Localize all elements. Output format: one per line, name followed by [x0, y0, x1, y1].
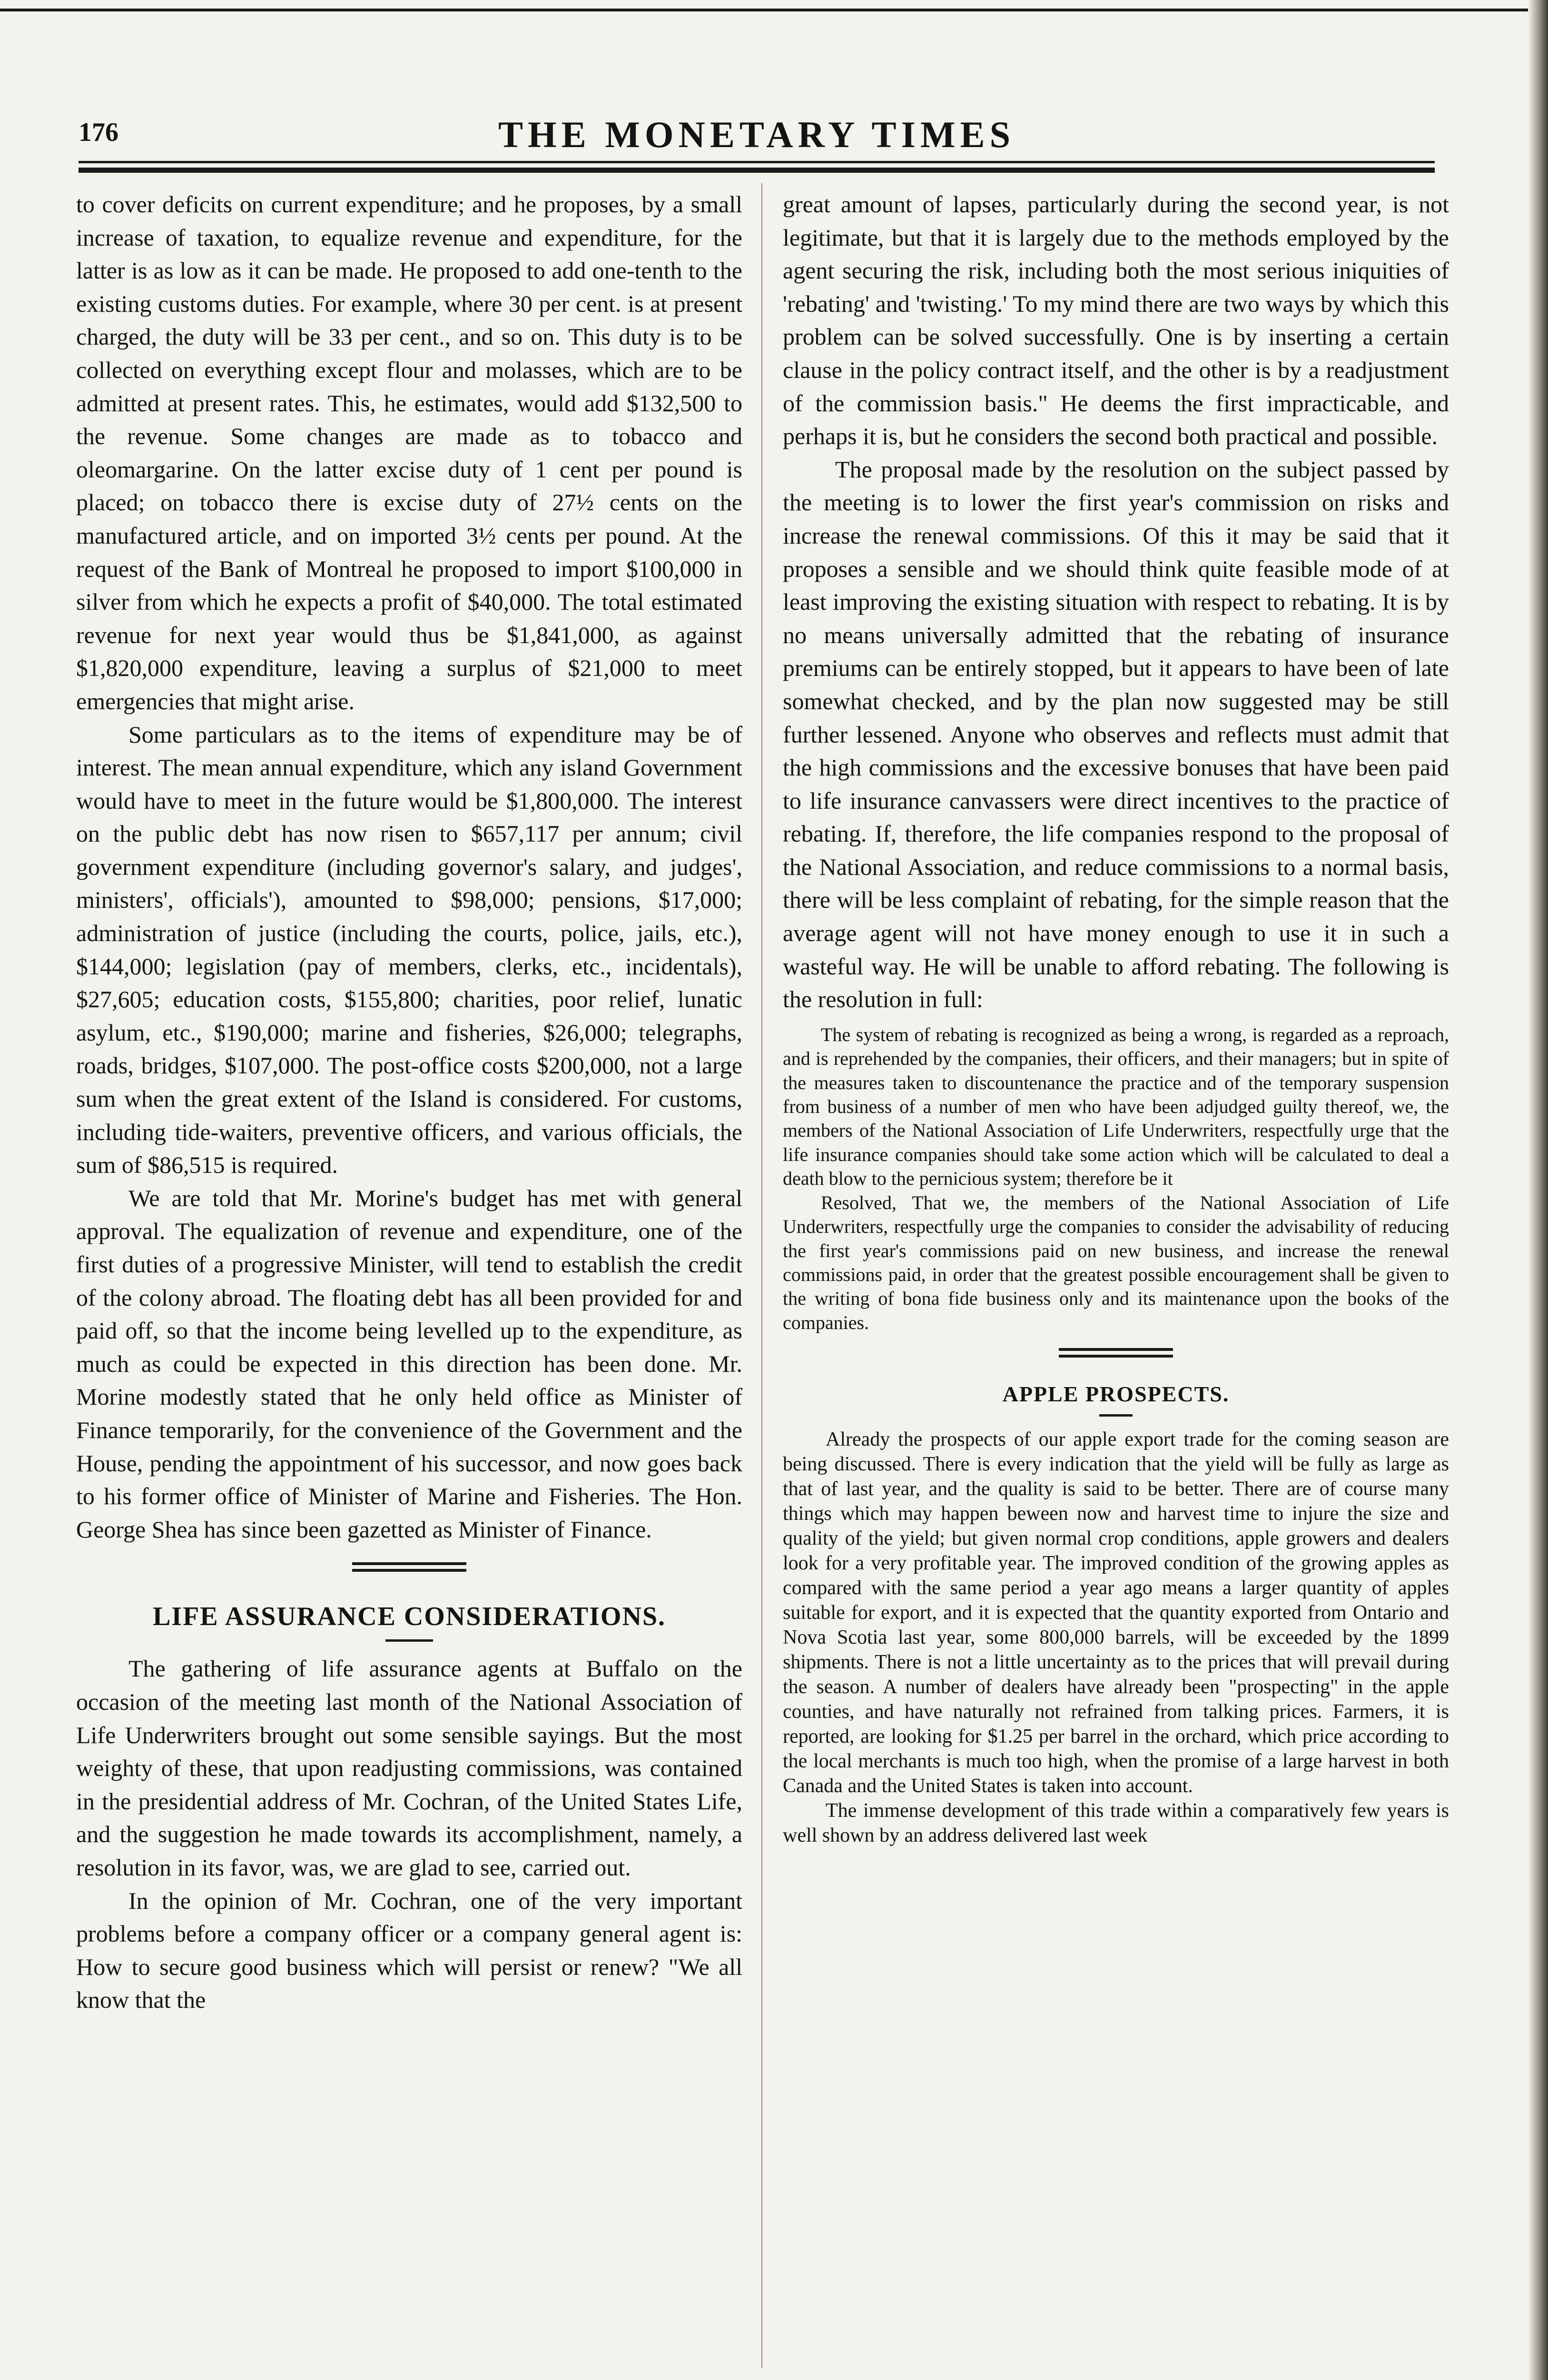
apple-paragraph: The immense development of this trade within a comparatively few years is well shown by an address delivered last week [783, 1800, 1449, 1847]
life-paragraph-continued: The proposal made by the resolution on the subject passed by the meeting is to lower the first year's commission on risks and increase the renewal commissions. Of this it may be said that it proposes a sensible and we should think quite feasible mode of at least improving the existing situation with respect to rebating. It is by no means universally admitted that the rebating of insurance premiums can be entirely stopped, but it appears to have been of late somewhat checked, and by the plan now suggested may be still further lessened. Anyone who observes and reflects must admit that the high commissions and the excessive bonuses that have been paid to life insurance canvassers were direct incentives to the practice of rebating. If, therefore, the life companies respond to the proposal of the National Association, and reduce commissions to a normal basis, there will be less complaint of rebating, for the simple reason that the average agent will not have money enough to use it in such a wasteful way. He will be unable to afford rebating. The following is the resolution in full: [783, 456, 1449, 1013]
apple-paragraph: Already the prospects of our apple export trade for the coming season are being discussed. There is every indication that the yield will be fully as large as that of last year, and the quality is said to be better. There are of course many things which may happen beween now and harvest time to injure the size and quality of the yield; but given normal crop conditions, apple growers and dealers look for a very profitable year. The improved condition of the growing apples as compared with the same period a year ago means a larger quantity of apples suitable for export, and it is expected that the quantity exported from Ontario and Nova Scotia last year, some 800,000 barrels, will be exceeded by the 1899 shipments. There is not a little uncertainty as to the prices that will prevail during the season. A number of dealers have already been "prospecting" in the apple counties, and have naturally not refrained from talking prices. Farmers, it is reported, are looking for $1.25 per barrel in the orchard, which price according to the local merchants is much too high, when the promise of a large harvest in both Canada and the United States is taken into account. [783, 1428, 1449, 1797]
column-divider [761, 183, 762, 2368]
right-column [783, 188, 1449, 1848]
budget-paragraph: to cover deficits on current expenditure; and he proposes, by a small increase of taxation, to equalize revenue and expenditure, for the latter is as low as it can be made. He proposed to add one-tenth to the existing customs duties. For example, where 30 per cent. is at present charged, the duty will be 33 per cent., and so on. This duty is to be collected on everything except flour and molasses, which are to be admitted at present rates. This, he estimates, would add $132,500 to the revenue. Some changes are made as to tobacco and oleomargarine. On the latter excise duty of 1 cent per pound is placed; on tobacco there is excise duty of 27½ cents on the manufactured article, and on imported 3½ cents per pound. At the request of the Bank of Montreal he proposed to import $100,000 in silver from which he expects a profit of $40,000. The total estimated revenue for next year would thus be $1,841,000, as against $1,820,000 expenditure, leaving a surplus of $21,000 to meet emergencies that might arise. [76, 191, 742, 714]
life-paragraph: The gathering of life assurance agents at Buffalo on the occasion of the meeting last month of the National Association of Life Underwriters brought out some sensible sayings. But the most weighty of these, that upon readjusting commissions, was contained in the presidential address of Mr. Cochran, of the United States Life, and the suggestion he made towards its accomplishment, namely, a resolution in its favor, was, we are glad to see, carried out. [76, 1655, 742, 1881]
resolution-paragraph: Resolved, That we, the members of the National Association of Life Underwriters, respectfully urge the companies to consider the advisability of reducing the first year's commissions paid on new business, and increase the renewal commissions paid, in order that the greatest possible encouragement shall be given to the writing of bona fide business only and its maintenance upon the books of the companies. [783, 1191, 1449, 1333]
left-column [76, 188, 742, 2017]
header-rule-thin [79, 161, 1435, 163]
page-edge-shadow [1528, 0, 1548, 2380]
budget-paragraph: Some particulars as to the items of expenditure may be of interest. The mean annual expenditure, which any island Government would have to meet in the future would be $1,800,000. The interest on the public debt has now risen to $657,117 per annum; civil government expenditure (including governor's salary, and judges', ministers', officials'), amounted to $98,000; pensions, $17,000; administration of justice (including the courts, police, jails, etc.), $144,000; legislation (pay of members, clerks, etc., incidentals), $27,605; education costs, $155,800; charities, poor relief, lunatic asylum, etc., $190,000; marine and fisheries, $26,000; telegraphs, roads, bridges, $107,000. The post-office costs $200,000, not a large sum when the great extent of the Island is considered. For customs, including tide-waiters, preventive officers, and various officials, the sum of $86,515 is required. [76, 721, 742, 1179]
apple-prospects-heading: APPLE PROSPECTS. [1002, 1382, 1230, 1407]
resolution-paragraph: The system of rebating is recognized as being a wrong, is regarded as a reproach, and is reprehended by the companies, their officers, and their managers; but in spite of the measures taken to discountenance the practice and of the temporary suspension from business of a number of men who have been adjudged guilty thereof, we, the members of the National Association of Life Underwriters, respectfully urge that the life insurance companies should take some action which will be calculated to deal a death blow to the pernicious system; therefore be it [783, 1023, 1449, 1190]
publication-title: THE MONETARY TIMES [498, 114, 1015, 155]
life-paragraph: In the opinion of Mr. Cochran, one of the very important problems before a company officer or a company general agent is: How to secure good business which will persist or renew? "We all know that the [76, 1887, 742, 2013]
section-divider [1059, 1348, 1173, 1358]
section-divider [352, 1562, 466, 1572]
life-paragraph-continued: great amount of lapses, particularly during the second year, is not legitimate, but that it is largely due to the methods employed by the agent securing the risk, including both the most serious iniquities of 'rebating' and 'twisting.' To my mind there are two ways by which this problem can be solved successfully. One is by inserting a certain clause in the policy contract itself, and the other is by a readjustment of the commission basis." He deems the first impracticable, and perhaps it is, but he considers the second both practical and possible. [783, 191, 1449, 450]
masthead [79, 109, 1435, 161]
life-assurance-heading: LIFE ASSURANCE CONSIDERATIONS. [152, 1602, 666, 1632]
page-number: 176 [79, 118, 118, 147]
budget-paragraph: We are told that Mr. Morine's budget has met with general approval. The equalization of revenue and expenditure, one of the first duties of a progressive Minister, will tend to establish the credit of the colony abroad. The floating debt has all been provided for and paid off, so that the income being levelled up to the expenditure, as much as could be expected in this direction has been done. Mr. Morine modestly stated that he only held office as Minister of Finance temporarily, for the convenience of the Government and the House, pending the appointment of his successor, and now goes back to his former office of Minister of Marine and Fisheries. The Hon. George Shea has since been gazetted as Minister of Finance. [76, 1184, 742, 1543]
heading-rule [1099, 1414, 1133, 1417]
heading-rule [385, 1639, 433, 1642]
header-rule-thick [79, 168, 1435, 173]
top-border-rule [0, 9, 1548, 11]
